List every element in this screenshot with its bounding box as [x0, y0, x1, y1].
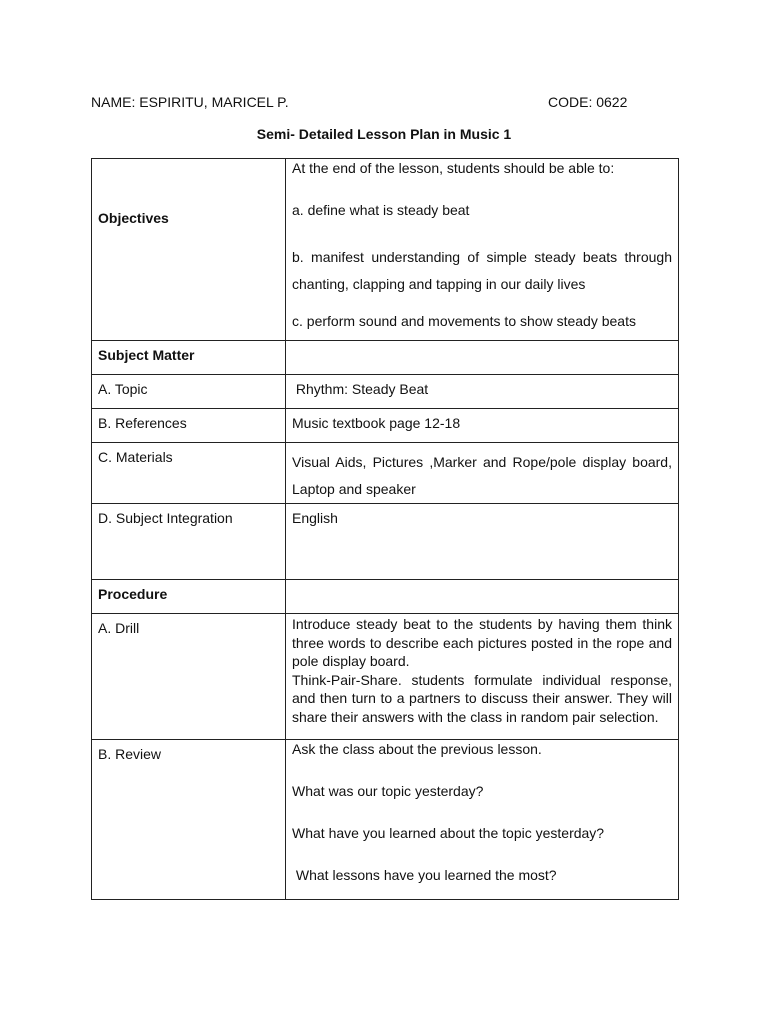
objectives-content — [286, 159, 679, 341]
materials-label: C. Materials — [92, 443, 286, 504]
objective-item-c: c. perform sound and movements to show steady beats — [292, 313, 636, 329]
objectives-row — [92, 159, 679, 341]
subject-matter-heading: Subject Matter — [92, 341, 286, 375]
procedure-heading: Procedure — [92, 580, 286, 614]
table-row — [92, 409, 679, 443]
review-line-4: What lessons have you learned the most? — [292, 867, 557, 883]
table-row — [92, 504, 679, 580]
drill-paragraph-2: Think-Pair-Share. students formulate individual response, and then turn to a partners to discuss their answer. They will share their answers with the class in random pair selection. — [292, 671, 672, 725]
objectives-intro: At the end of the lesson, students should be able to: — [292, 160, 615, 176]
integration-label: D. Subject Integration — [92, 504, 286, 580]
procedure-empty-cell — [286, 580, 679, 614]
references-label: B. References — [92, 409, 286, 443]
table-row — [92, 443, 679, 504]
subject-matter-empty-cell — [286, 341, 679, 375]
topic-value: Rhythm: Steady Beat — [286, 375, 679, 409]
review-line-2: What was our topic yesterday? — [292, 783, 484, 799]
review-content — [286, 740, 679, 900]
procedure-row — [92, 580, 679, 614]
lesson-plan-table — [91, 158, 679, 900]
review-line-3: What have you learned about the topic yesterday? — [292, 825, 605, 841]
table-row — [92, 614, 679, 740]
student-name: NAME: ESPIRITU, MARICEL P. — [91, 94, 289, 110]
student-code: CODE: 0622 — [548, 94, 628, 110]
materials-value: Visual Aids, Pictures ,Marker and Rope/pole display board, Laptop and speaker — [286, 443, 679, 504]
references-value: Music textbook page 12-18 — [286, 409, 679, 443]
document-title: Semi- Detailed Lesson Plan in Music 1 — [256, 126, 512, 142]
drill-content — [286, 614, 679, 740]
table-row — [92, 375, 679, 409]
objective-item-b: b. manifest understanding of simple steady beats through chanting, clapping and tapping in our daily lives — [292, 249, 672, 292]
topic-label: A. Topic — [92, 375, 286, 409]
review-line-1: Ask the class about the previous lesson. — [292, 741, 542, 757]
table-row — [92, 740, 679, 900]
subject-matter-row — [92, 341, 679, 375]
objectives-label: Objectives — [92, 159, 286, 341]
objective-item-a: a. define what is steady beat — [292, 202, 470, 218]
review-label: B. Review — [92, 740, 286, 900]
drill-label: A. Drill — [92, 614, 286, 740]
integration-value: English — [286, 504, 679, 580]
drill-paragraph-1: Introduce steady beat to the students by having them think three words to describe each pictures posted in the rope and pole display board. — [292, 616, 672, 669]
